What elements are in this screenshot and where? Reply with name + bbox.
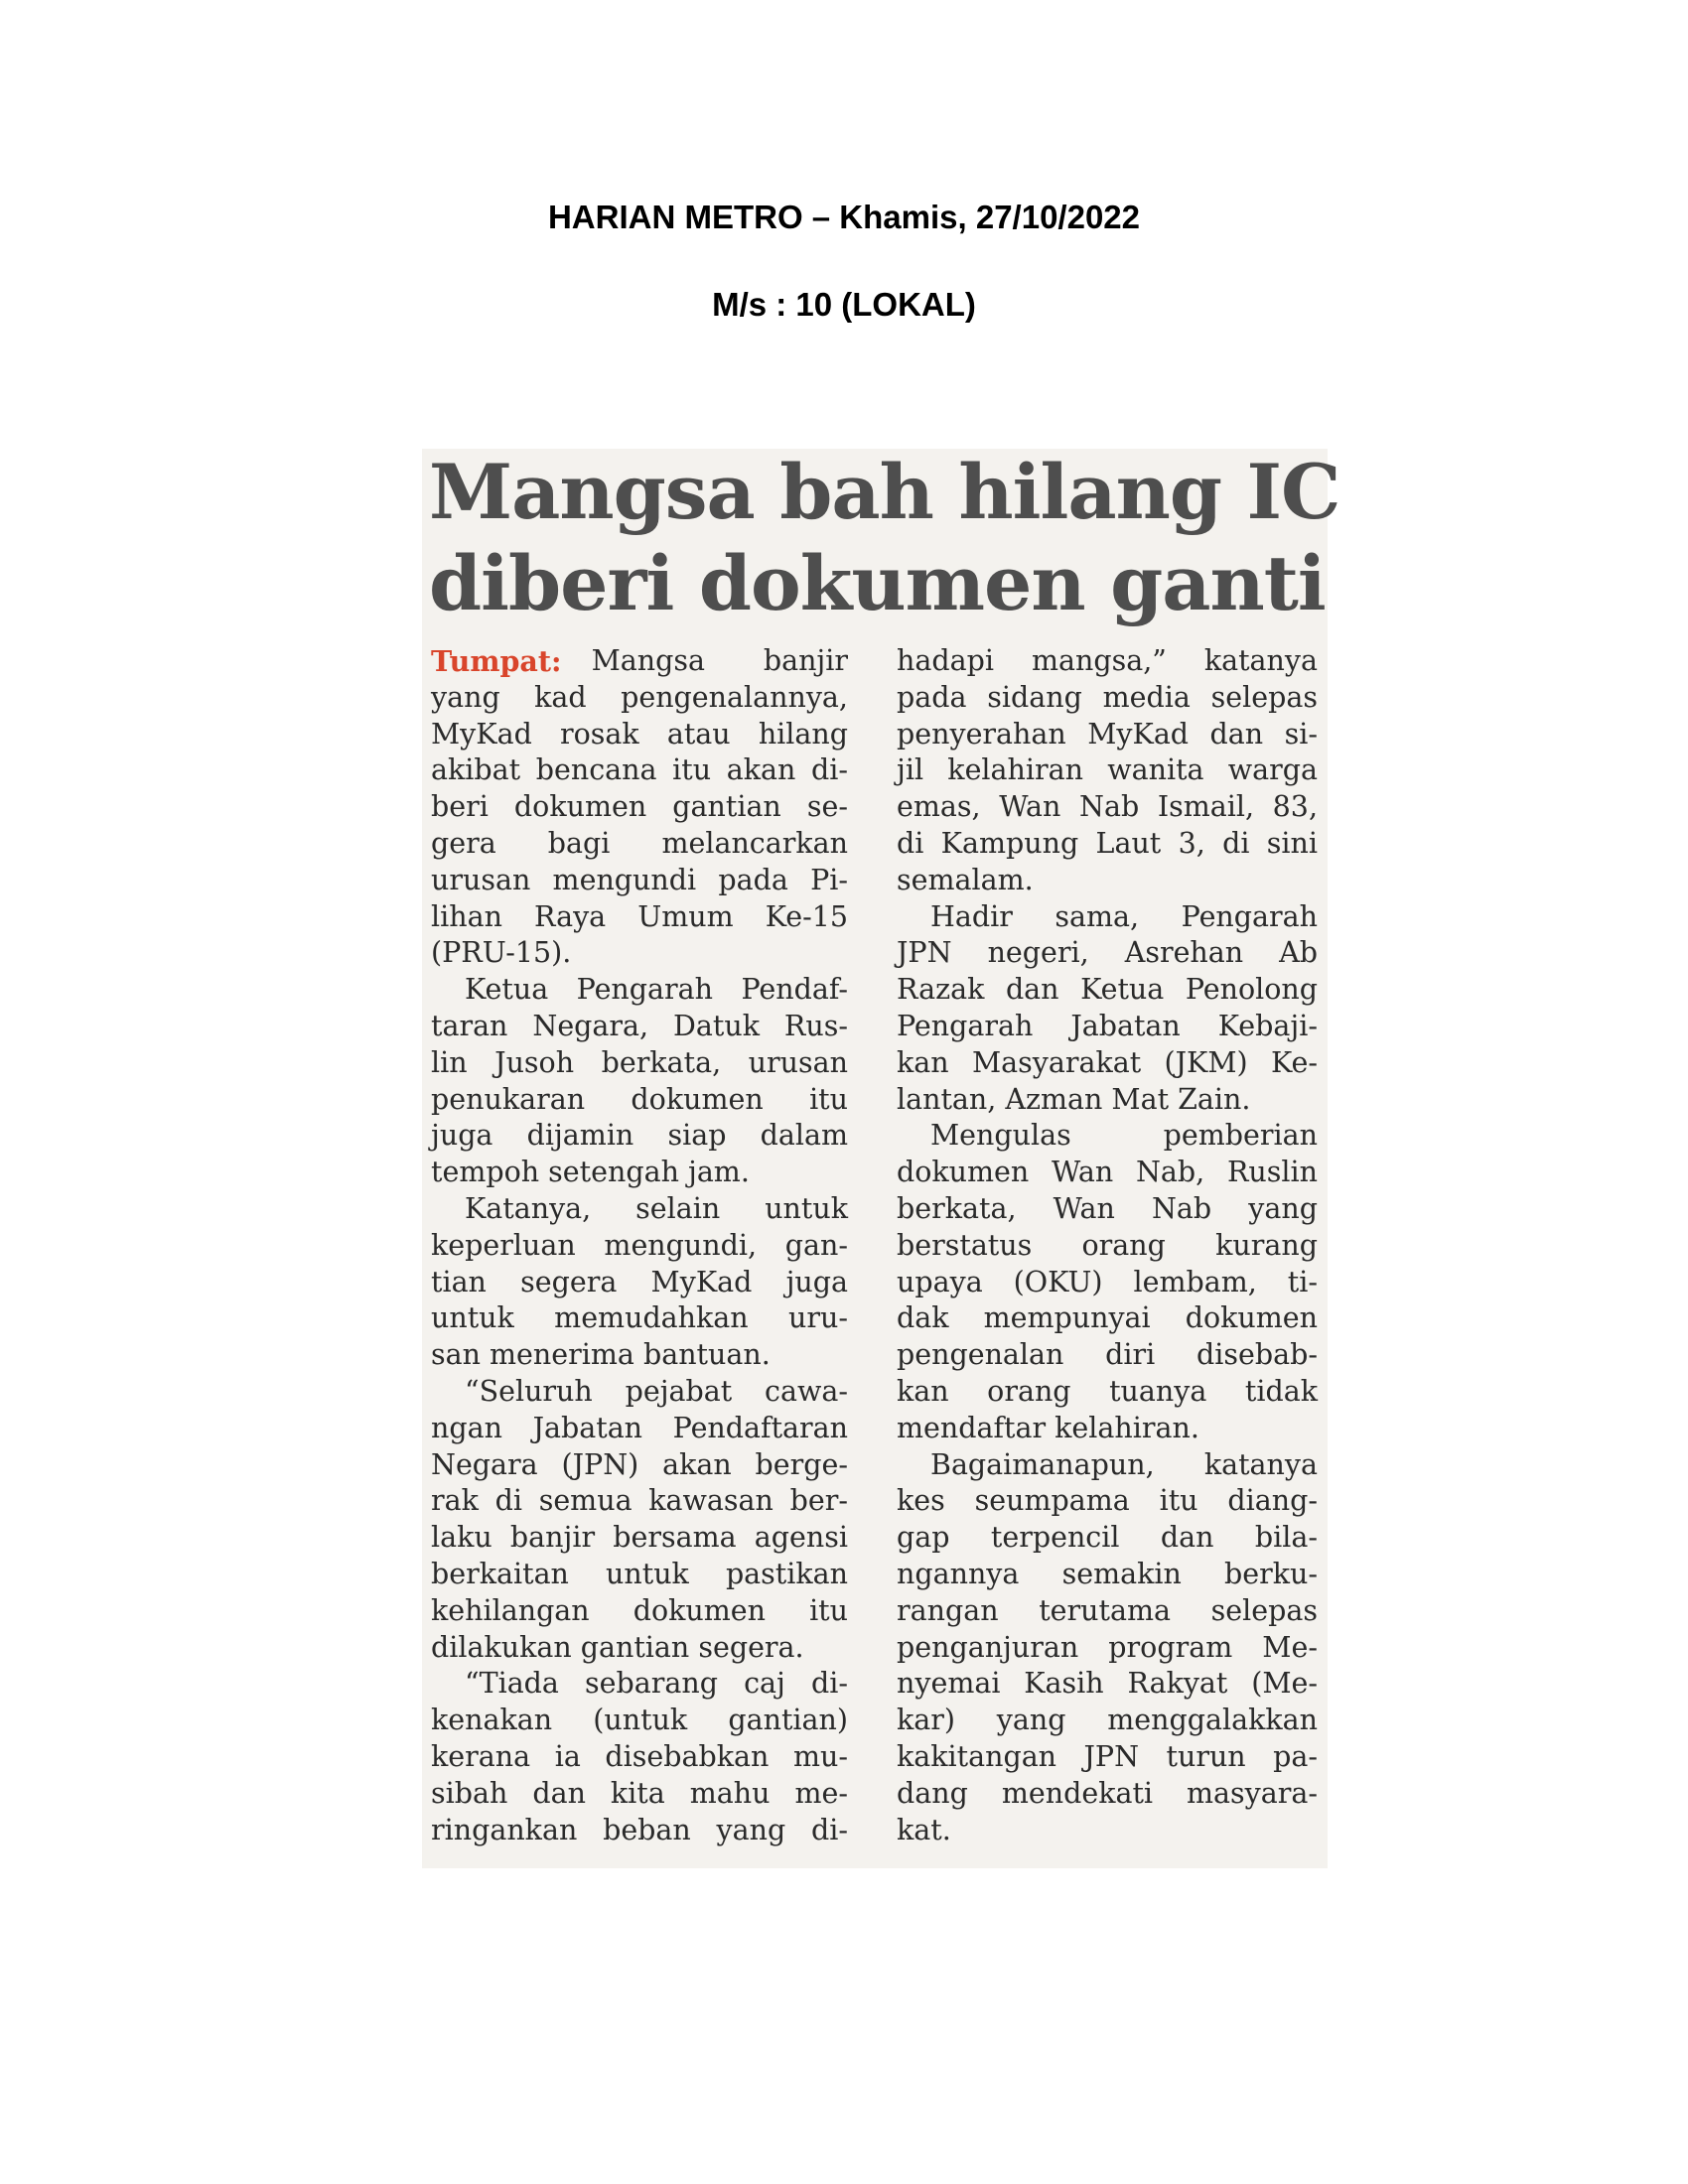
article-text-line: lin Jusoh berkata, urusan xyxy=(431,1045,848,1079)
article-text-line: semalam. xyxy=(897,863,1034,896)
article-text-line: Hadir sama, Pengarah xyxy=(930,899,1318,933)
article-text-line: gera bagi melancarkan xyxy=(431,826,848,860)
article-column-right xyxy=(897,643,1318,1848)
article-text-line: pada sidang media selepas xyxy=(897,680,1318,714)
article-text-line: dilakukan gantian segera. xyxy=(431,1630,804,1664)
article-text-line: kat. xyxy=(897,1813,951,1846)
article-text-line: kar) yang menggalakkan xyxy=(897,1704,1318,1737)
source-line: HARIAN METRO – Khamis, 27/10/2022 xyxy=(547,199,1141,235)
article-text-line: Negara (JPN) akan berge- xyxy=(431,1447,848,1481)
article-text-line: nyemai Kasih Rakyat (Me- xyxy=(897,1667,1318,1701)
article-text-line: lihan Raya Umum Ke-15 xyxy=(431,899,848,933)
article-text-line: lantan, Azman Mat Zain. xyxy=(897,1082,1251,1116)
article-text-line: laku banjir bersama agensi xyxy=(431,1521,848,1555)
article-text-line: tian segera MyKad juga xyxy=(431,1265,848,1298)
article-text-line: gap terpencil dan bila- xyxy=(897,1521,1318,1555)
article-text-line: berkaitan untuk pastikan xyxy=(431,1557,848,1590)
article-text-line: pengenalan diri disebab- xyxy=(897,1338,1318,1372)
article-text-line: san menerima bantuan. xyxy=(431,1338,771,1372)
article-text-line: berstatus orang kurang xyxy=(897,1228,1318,1262)
article-text-line: penyerahan MyKad dan si- xyxy=(897,717,1318,751)
article-text-line: mendaftar kelahiran. xyxy=(897,1411,1199,1444)
article-text-line: Katanya, selain untuk xyxy=(465,1191,848,1225)
article-text-line xyxy=(431,643,848,680)
article-text-line: rak di semua kawasan ber- xyxy=(431,1484,848,1518)
article-text-line: ngannya semakin berku- xyxy=(897,1557,1318,1590)
article-text-line: yang kad pengenalannya, xyxy=(431,680,848,714)
article-text-line: penukaran dokumen itu xyxy=(431,1082,848,1116)
article-text-line: JPN negeri, Asrehan Ab xyxy=(897,936,1318,970)
article-text-line: dang mendekati masyara- xyxy=(897,1776,1318,1810)
article-text-line: Pengarah Jabatan Kebaji- xyxy=(897,1009,1318,1042)
article-text-line: juga dijamin siap dalam xyxy=(431,1119,848,1153)
article-text-line: akibat bencana itu akan di- xyxy=(431,753,848,787)
article-text-line: kenakan (untuk gantian) xyxy=(431,1704,848,1737)
article-text-line: Razak dan Ketua Penolong xyxy=(897,973,1318,1007)
article-text-line: kehilangan dokumen itu xyxy=(431,1593,848,1627)
article-text-line: kes seumpama itu diang- xyxy=(897,1484,1318,1518)
article-text-line: taran Negara, Datuk Rus- xyxy=(431,1009,848,1042)
article-text-line: beri dokumen gantian se- xyxy=(431,790,848,824)
article-text-line: kakitangan JPN turun pa- xyxy=(897,1739,1318,1773)
article-text-line: keperluan mengundi, gan- xyxy=(431,1228,848,1262)
article-text-line: ngan Jabatan Pendaftaran xyxy=(431,1411,848,1444)
article-text-line: rangan terutama selepas xyxy=(897,1593,1318,1627)
page-line: M/s : 10 (LOKAL) xyxy=(712,286,976,323)
article-text-line: emas, Wan Nab Ismail, 83, xyxy=(897,790,1318,824)
article-text-line: Bagaimanapun, katanya xyxy=(930,1447,1318,1481)
article-text-line: penganjuran program Me- xyxy=(897,1630,1318,1664)
article-text-line: jil kelahiran wanita warga xyxy=(897,753,1318,787)
dateline: Tumpat: xyxy=(431,644,562,678)
article-text-line: untuk memudahkan uru- xyxy=(431,1301,848,1335)
article-text-line: di Kampung Laut 3, di sini xyxy=(897,826,1318,860)
article-headline xyxy=(429,447,1340,629)
article-text-line: urusan mengundi pada Pi- xyxy=(431,863,848,896)
article-text-line: ringankan beban yang di- xyxy=(431,1813,848,1846)
article-text-line: berkata, Wan Nab yang xyxy=(897,1191,1318,1225)
article-text-line: hadapi mangsa,” katanya xyxy=(897,644,1318,677)
article-column-left xyxy=(431,643,848,1848)
article-text-line: sibah dan kita mahu me- xyxy=(431,1776,848,1810)
article-text-line: tempoh setengah jam. xyxy=(431,1156,750,1189)
article-text-line: (PRU-15). xyxy=(431,936,572,970)
article-text-line: Ketua Pengarah Pendaf- xyxy=(465,973,848,1007)
article-text-line: dokumen Wan Nab, Ruslin xyxy=(897,1156,1318,1189)
article-text-line: upaya (OKU) lembam, ti- xyxy=(897,1265,1318,1298)
article-text-line: Mengulas pemberian xyxy=(930,1119,1318,1153)
headline-line: diberi dokumen ganti xyxy=(429,539,1326,627)
article-text-line: dak mempunyai dokumen xyxy=(897,1301,1318,1335)
headline-line: Mangsa bah hilang IC xyxy=(429,448,1340,536)
article-text-line: kerana ia disebabkan mu- xyxy=(431,1739,848,1773)
article-text-line: kan orang tuanya tidak xyxy=(897,1374,1318,1408)
article-text-line: MyKad rosak atau hilang xyxy=(431,717,848,751)
article-text: Mangsa banjir xyxy=(591,644,848,677)
article-text-line: kan Masyarakat (JKM) Ke- xyxy=(897,1045,1318,1079)
article-text-line: “Tiada sebarang caj di- xyxy=(465,1667,848,1701)
article-text-line: “Seluruh pejabat cawa- xyxy=(465,1374,848,1408)
